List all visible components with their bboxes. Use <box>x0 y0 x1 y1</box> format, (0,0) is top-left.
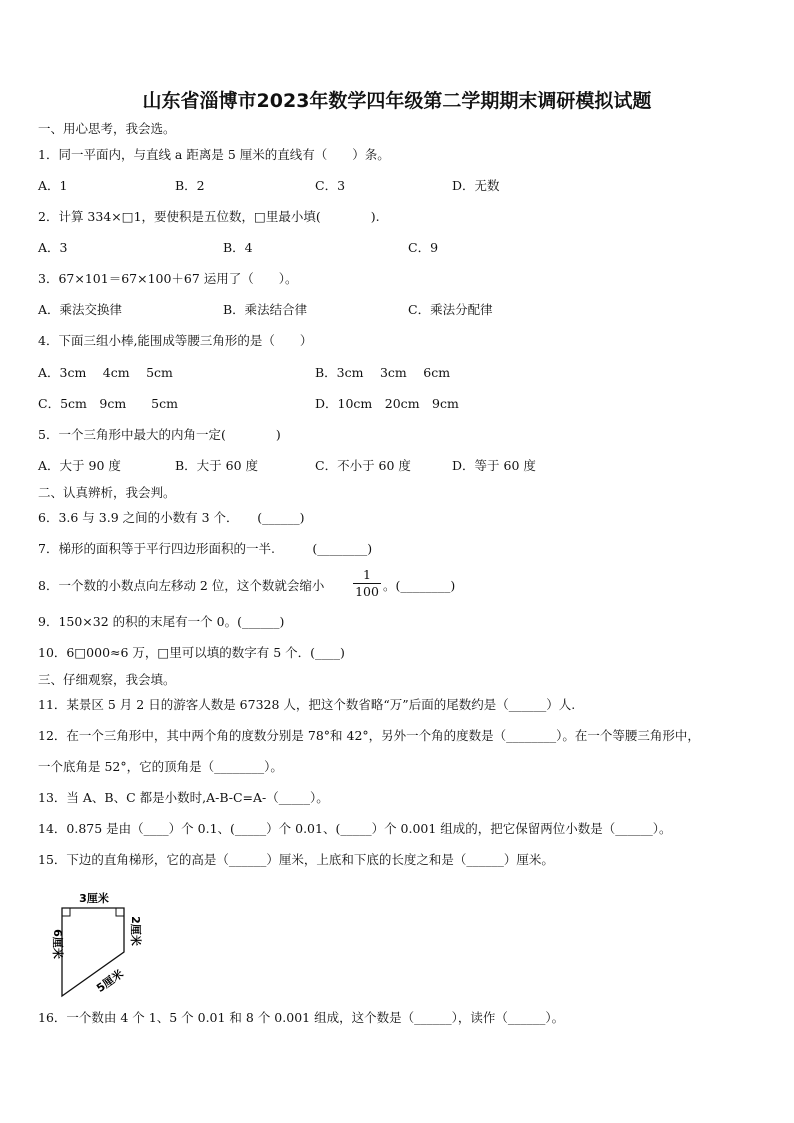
question-2: 2．计算 334×□1，要使积是五位数，□里最小填( ). <box>38 209 380 224</box>
q8-fraction-denominator: 100 <box>355 584 379 599</box>
q1-option-a: A．1 <box>38 178 68 193</box>
q2-option-b: B．4 <box>223 240 253 255</box>
question-16: 16．一个数由 4 个 1、5 个 0.01 和 8 个 0.001 组成，这个数是（______），读作（______）。 <box>38 1010 565 1025</box>
label-left-height: 6厘米 <box>51 929 64 959</box>
question-12-line-1: 12．在一个三角形中，其中两个角的度数分别是 78°和 42°，另外一个角的度数是（________）。在一个等腰三角形中， <box>38 728 700 743</box>
question-1: 1．同一平面内，与直线 a 距离是 5 厘米的直线有（ ）条。 <box>38 147 390 162</box>
section-heading-1: 一、用心思考，我会选。 <box>38 121 176 136</box>
label-right-side: 2厘米 <box>129 916 142 946</box>
q4-option-d: D．10cm 20cm 9cm <box>315 396 459 411</box>
section-heading-3: 三、仔细观察，我会填。 <box>38 672 176 687</box>
q4-option-c: C．5cm 9cm 5cm <box>38 396 178 411</box>
q5-option-c: C．不小于 60 度 <box>315 458 411 473</box>
question-13: 13．当 A、B、C 都是小数时,A-B-C=A-（_____）。 <box>38 790 329 805</box>
question-6: 6．3.6 与 3.9 之间的小数有 3 个． (______) <box>38 510 305 525</box>
question-5: 5．一个三角形中最大的内角一定( ) <box>38 427 281 442</box>
q3-option-c: C．乘法分配律 <box>408 302 493 317</box>
q5-option-b: B．大于 60 度 <box>175 458 259 473</box>
right-angle-mark-right <box>116 908 124 916</box>
q1-option-c: C．3 <box>315 178 346 193</box>
q2-option-c: C．9 <box>408 240 439 255</box>
question-15: 15．下边的直角梯形，它的高是（______）厘米，上底和下底的长度之和是（______）厘米。 <box>38 852 554 867</box>
section-heading-2: 二、认真辨析，我会判。 <box>38 485 176 500</box>
q2-option-a: A．3 <box>38 240 68 255</box>
question-8-text: 8．一个数的小数点向左移动 2 位，这个数就会缩小 <box>38 578 325 593</box>
q4-option-b: B．3cm 3cm 6cm <box>315 365 451 380</box>
question-3: 3．67×101＝67×100＋67 运用了（ ）。 <box>38 271 298 286</box>
question-7: 7．梯形的面积等于平行四边形面积的一半. (________) <box>38 541 373 556</box>
q1-option-b: B．2 <box>175 178 205 193</box>
q5-option-d: D．等于 60 度 <box>452 458 536 473</box>
label-slant-side: 5厘米 <box>94 967 126 995</box>
right-trapezoid-figure <box>38 888 158 1000</box>
right-angle-mark-left <box>62 908 70 916</box>
q8-fraction <box>353 568 381 599</box>
q1-option-d: D．无数 <box>452 178 500 193</box>
page-title: 山东省淄博市2023年数学四年级第二学期期末调研模拟试题 <box>142 90 652 112</box>
question-8-blank: 。(________) <box>383 578 456 593</box>
question-10: 10．6□000≈6 万，□里可以填的数字有 5 个．(____) <box>38 645 345 660</box>
question-11: 11．某景区 5 月 2 日的游客人数是 67328 人，把这个数省略“万”后面的尾数约是（______）人. <box>38 697 576 712</box>
question-14: 14．0.875 是由（____）个 0.1、(_____）个 0.01、(_____）个 0.001 组成的，把它保留两位小数是（______）。 <box>38 821 672 836</box>
q5-option-a: A．大于 90 度 <box>38 458 121 473</box>
q3-option-b: B．乘法结合律 <box>223 302 308 317</box>
q3-option-a: A．乘法交换律 <box>38 302 123 317</box>
q4-option-a: A．3cm 4cm 5cm <box>38 365 173 380</box>
q8-fraction-numerator: 1 <box>363 567 371 582</box>
question-9: 9．150×32 的积的末尾有一个 0。(______) <box>38 614 285 629</box>
label-top-base: 3厘米 <box>79 892 109 905</box>
question-4: 4．下面三组小棒,能围成等腰三角形的是（ ） <box>38 333 313 348</box>
question-12-line-2: 一个底角是 52°，它的顶角是（________）。 <box>38 759 283 774</box>
